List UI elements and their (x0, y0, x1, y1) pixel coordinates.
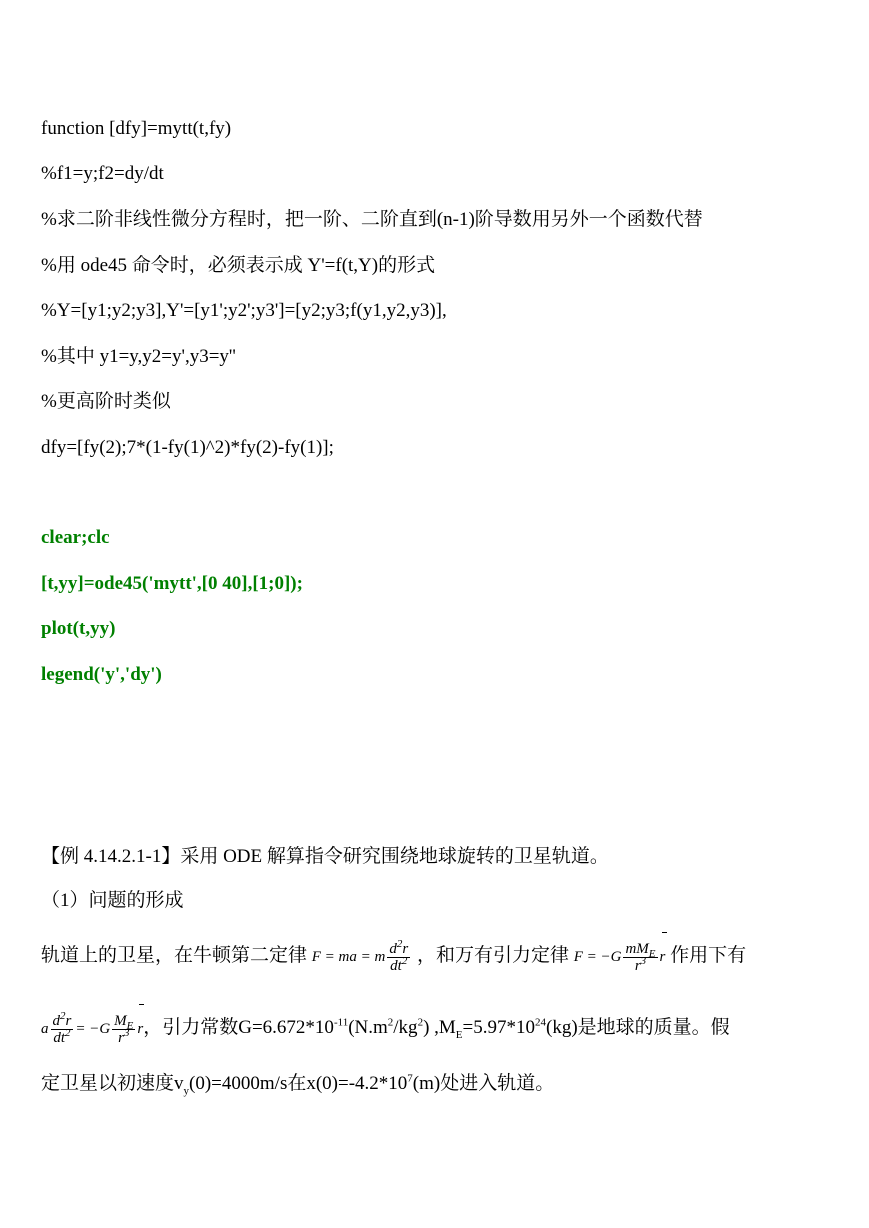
p2-exponent-3: 2 (417, 1016, 424, 1029)
p2-text-e: =5.97*10 (462, 1017, 535, 1038)
code-comment-5: %其中 y1=y,y2=y',y3=y'' (41, 346, 236, 367)
code-function-line: function [dfy]=mytt(t,fy) (41, 118, 232, 139)
code-comment-6: %更高阶时类似 (41, 391, 171, 412)
p2-exponent-4: 24 (535, 1016, 546, 1029)
newton-law-formula: F = ma = m $\frac{d^2r}{dt^2}$ (311, 938, 409, 975)
p2-text-c: /kg (393, 1017, 418, 1038)
p3-text-a: 定卫星以初速度v (41, 1073, 184, 1094)
script-line-1: clear;clc (41, 527, 110, 548)
section-heading: （1）问题的形成 (41, 890, 184, 911)
p1-text-c: 作用下有 (670, 945, 747, 966)
p2-subscript-1: E (455, 1028, 463, 1041)
p1-text-a: 轨道上的卫星，在牛顿第二定律 (41, 945, 308, 966)
p3-text-b: (0)=4000m/s在x(0)=-4.2*10 (189, 1073, 408, 1094)
formula-fraction: $\frac{d^2r}{dt^2}$ (389, 938, 409, 975)
p3-exponent: 7 (407, 1072, 413, 1085)
formula-fraction: $\frac{M_E}{r^3}$ (114, 1013, 134, 1047)
p3-text-c: (m)处进入轨道。 (412, 1073, 555, 1094)
p2-exponent-1: -11 (333, 1016, 349, 1029)
script-line-3: plot(t,yy) (41, 618, 116, 639)
acceleration-formula: a $\frac{d^2r}{dt^2}$ = −G $\frac{M_E}{r^3}$ r (41, 1021, 143, 1037)
example-title: 【例 4.14.2.1-1】采用 ODE 解算指令研究围绕地球旋转的卫星轨道。 (41, 846, 609, 867)
p2-text-f: (kg)是地球的质量。假 (546, 1017, 730, 1038)
code-comment-3: %用 ode45 命令时，必须表示成 Y'=f(t,Y)的形式 (41, 255, 436, 276)
code-comment-2: %求二阶非线性微分方程时，把一阶、二阶直到(n-1)阶导数用另外一个函数代替 (41, 209, 703, 230)
p3-subscript: y (183, 1084, 190, 1097)
script-line-2: [t,yy]=ode45('mytt',[0 40],[1;0]); (41, 573, 303, 594)
p2-text-b: (N.m (348, 1017, 388, 1038)
p2-text-d: ) ,M (423, 1017, 456, 1038)
p2-text-a: ，引力常数G=6.672*10 (143, 1017, 334, 1038)
code-comment-4: %Y=[y1;y2;y3],Y'=[y1';y2';y3']=[y2;y3;f(y1,y2,y3)], (41, 300, 447, 321)
formula-fraction: $\frac{mM_E}{r^3}$ (625, 941, 656, 975)
code-comment-1: %f1=y;f2=dy/dt (41, 163, 164, 184)
formula-fraction: $\frac{d^2r}{dt^2}$ (52, 1010, 72, 1047)
p1-text-b: ，和万有引力定律 (416, 945, 569, 966)
paragraph-line-1 (41, 934, 746, 979)
code-dfy-line: dfy=[fy(2);7*(1-fy(1)^2)*fy(2)-fy(1)]; (41, 437, 334, 458)
script-line-4: legend('y','dy') (41, 664, 162, 685)
p2-exponent-2: 2 (387, 1016, 394, 1029)
paragraph-line-2 (41, 1006, 730, 1051)
gravity-law-formula: F = −G $\frac{mM_E}{r^3}$ r (574, 949, 666, 965)
paragraph-line-3 (41, 1073, 554, 1095)
